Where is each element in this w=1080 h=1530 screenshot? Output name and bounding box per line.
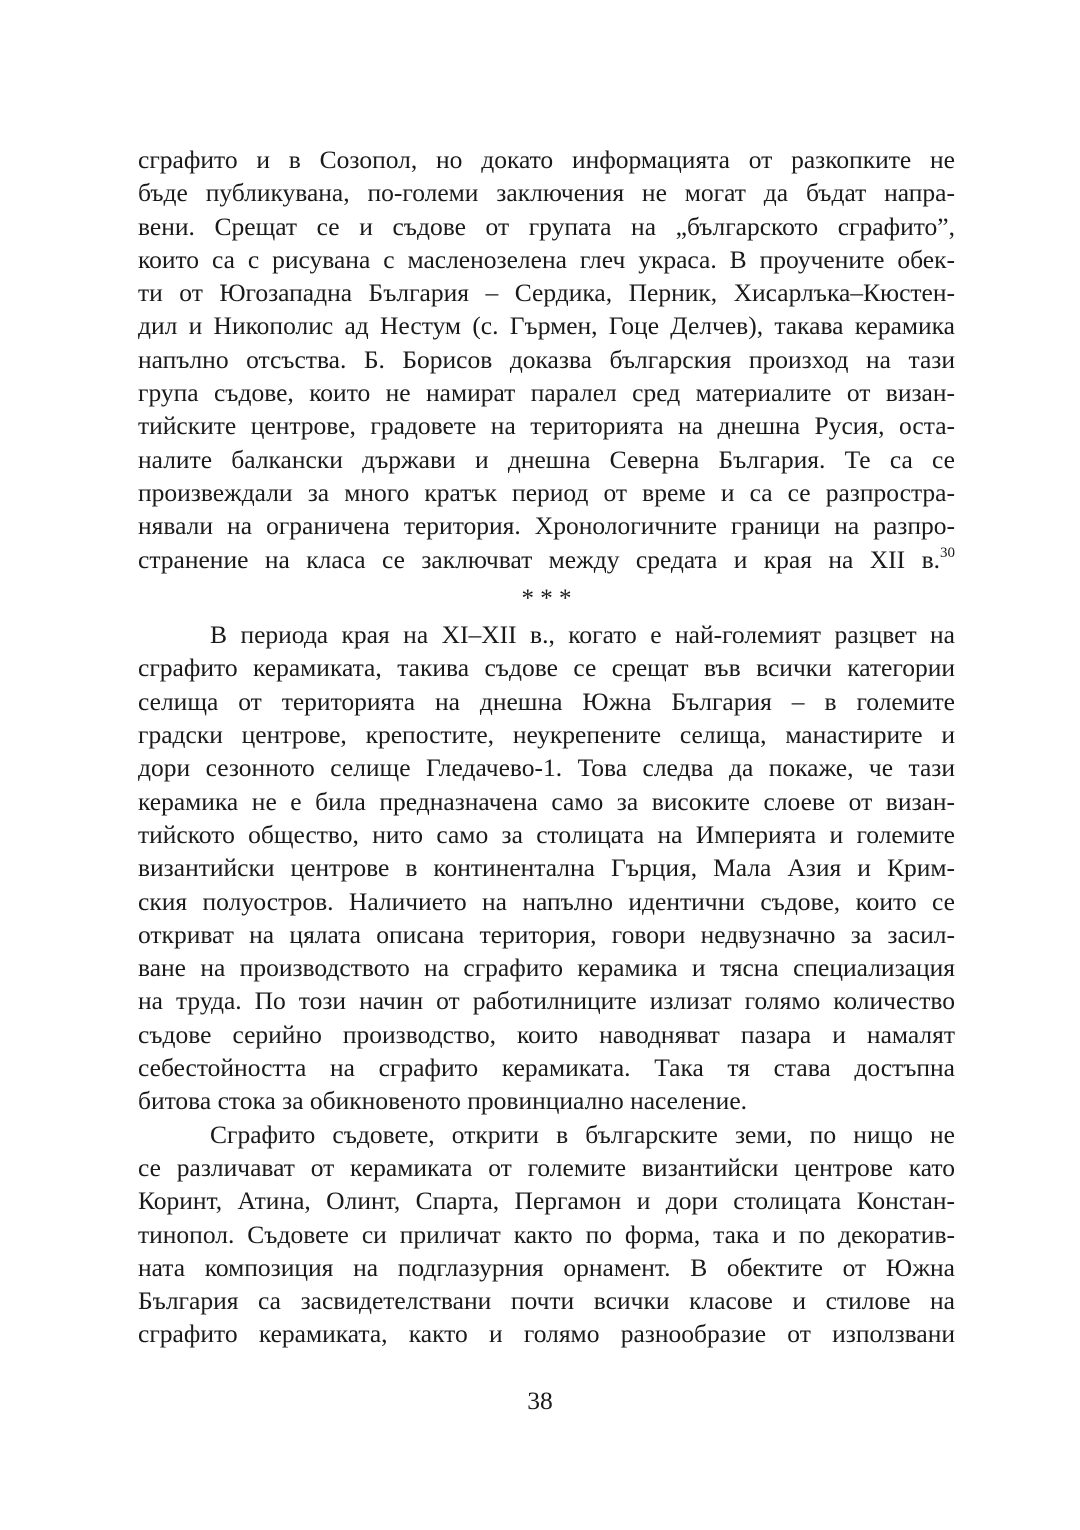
footnote-reference: 30	[940, 544, 955, 561]
text-line: В периода края на XI–XII в., когато е най-големият разцвет на	[210, 620, 955, 650]
text-line: ти от Югозападна България – Сердика, Перник, Хисарлъка–Кюстен-	[138, 278, 955, 308]
paragraph-3	[138, 1118, 955, 1351]
text-line: себестойността на сграфито керамиката. Така тя става достъпна	[138, 1053, 955, 1083]
text-line: откриват на цялата описана територия, говори недвузначно за засил-	[138, 919, 955, 949]
text-line: тийските центрове, градовете на територията на днешна Русия, оста-	[138, 411, 955, 441]
text-line: произвеждали за много кратък период от време и са се разпростра-	[138, 477, 955, 507]
section-separator: * * *	[521, 584, 572, 612]
text-line: ване на производството на сграфито керамика и тясна специализация	[138, 953, 955, 983]
text-line: група съдове, които не намират паралел сред материалите от визан-	[138, 378, 955, 408]
text-line: Сграфито съдовете, открити в българските земи, по нищо не	[210, 1119, 955, 1149]
text-line: се различават от керамиката от големите византийски центрове като	[138, 1152, 955, 1182]
paragraph-2	[138, 618, 955, 1117]
text-line: византийски центрове в континентална Гърция, Мала Азия и Крим-	[138, 853, 955, 883]
page-number: 38	[527, 1386, 553, 1415]
text-line: вени. Срещат се и съдове от групата на „българското сграфито”,	[138, 211, 955, 241]
page-body	[138, 143, 955, 1351]
text-line: България са засвидетелствани почти всички класове и стилове на	[138, 1286, 955, 1316]
text-line: ната композиция на подглазурния орнамент. В обектите от Южна	[138, 1252, 955, 1282]
text-line: Коринт, Атина, Олинт, Спарта, Пергамон и дори столицата Констан-	[138, 1186, 955, 1216]
text-line: сграфито керамиката, такива съдове се срещат във всички категории	[138, 653, 955, 683]
text-line: тийското общество, нито само за столицата на Империята и големите	[138, 819, 955, 849]
text-line: тинопол. Съдовете си приличат както по форма, така и по декоратив-	[138, 1219, 955, 1249]
text-line: напълно отсъства. Б. Борисов доказва българския произход на тази	[138, 344, 955, 374]
text-line: сграфито керамиката, както и голямо разнообразие от използвани	[138, 1319, 955, 1349]
text-line-with-footnote	[138, 543, 955, 576]
text-line: бъде публикувана, по-големи заключения не могат да бъдат напра-	[138, 178, 955, 208]
text-line: странение на класа се заключват между средата и края на XII в.	[138, 544, 940, 574]
text-line: нявали на ограничена територия. Хронологичните граници на разпро-	[138, 511, 955, 541]
text-line: ския полуостров. Наличието на напълно идентични съдове, които се	[138, 886, 955, 916]
text-line: съдове серийно производство, които наводняват пазара и намалят	[138, 1019, 955, 1049]
text-line: налите балкански държави и днешна Северна България. Те са се	[138, 444, 955, 474]
text-line: селища от територията на днешна Южна България – в големите	[138, 686, 955, 716]
text-line: които са с рисувана с масленозелена глеч украса. В проучените обек-	[138, 244, 955, 274]
paragraph-1	[138, 143, 955, 576]
text-line: на труда. По този начин от работилниците излизат голямо количество	[138, 986, 955, 1016]
text-line: керамика не е била предназначена само за високите слоеве от визан-	[138, 786, 955, 816]
text-line: сграфито и в Созопол, но докато информацията от разкопките не	[138, 145, 955, 174]
text-line: битова стока за обикновеното провинциално население.	[138, 1086, 748, 1116]
text-line: дил и Никополис ад Нестум (с. Гърмен, Гоце Делчев), такава керамика	[138, 311, 955, 341]
text-line: градски центрове, крепостите, неукрепените селища, манастирите и	[138, 720, 955, 750]
text-line: дори сезонното селище Гледачево-1. Това следва да покаже, че тази	[138, 753, 955, 783]
